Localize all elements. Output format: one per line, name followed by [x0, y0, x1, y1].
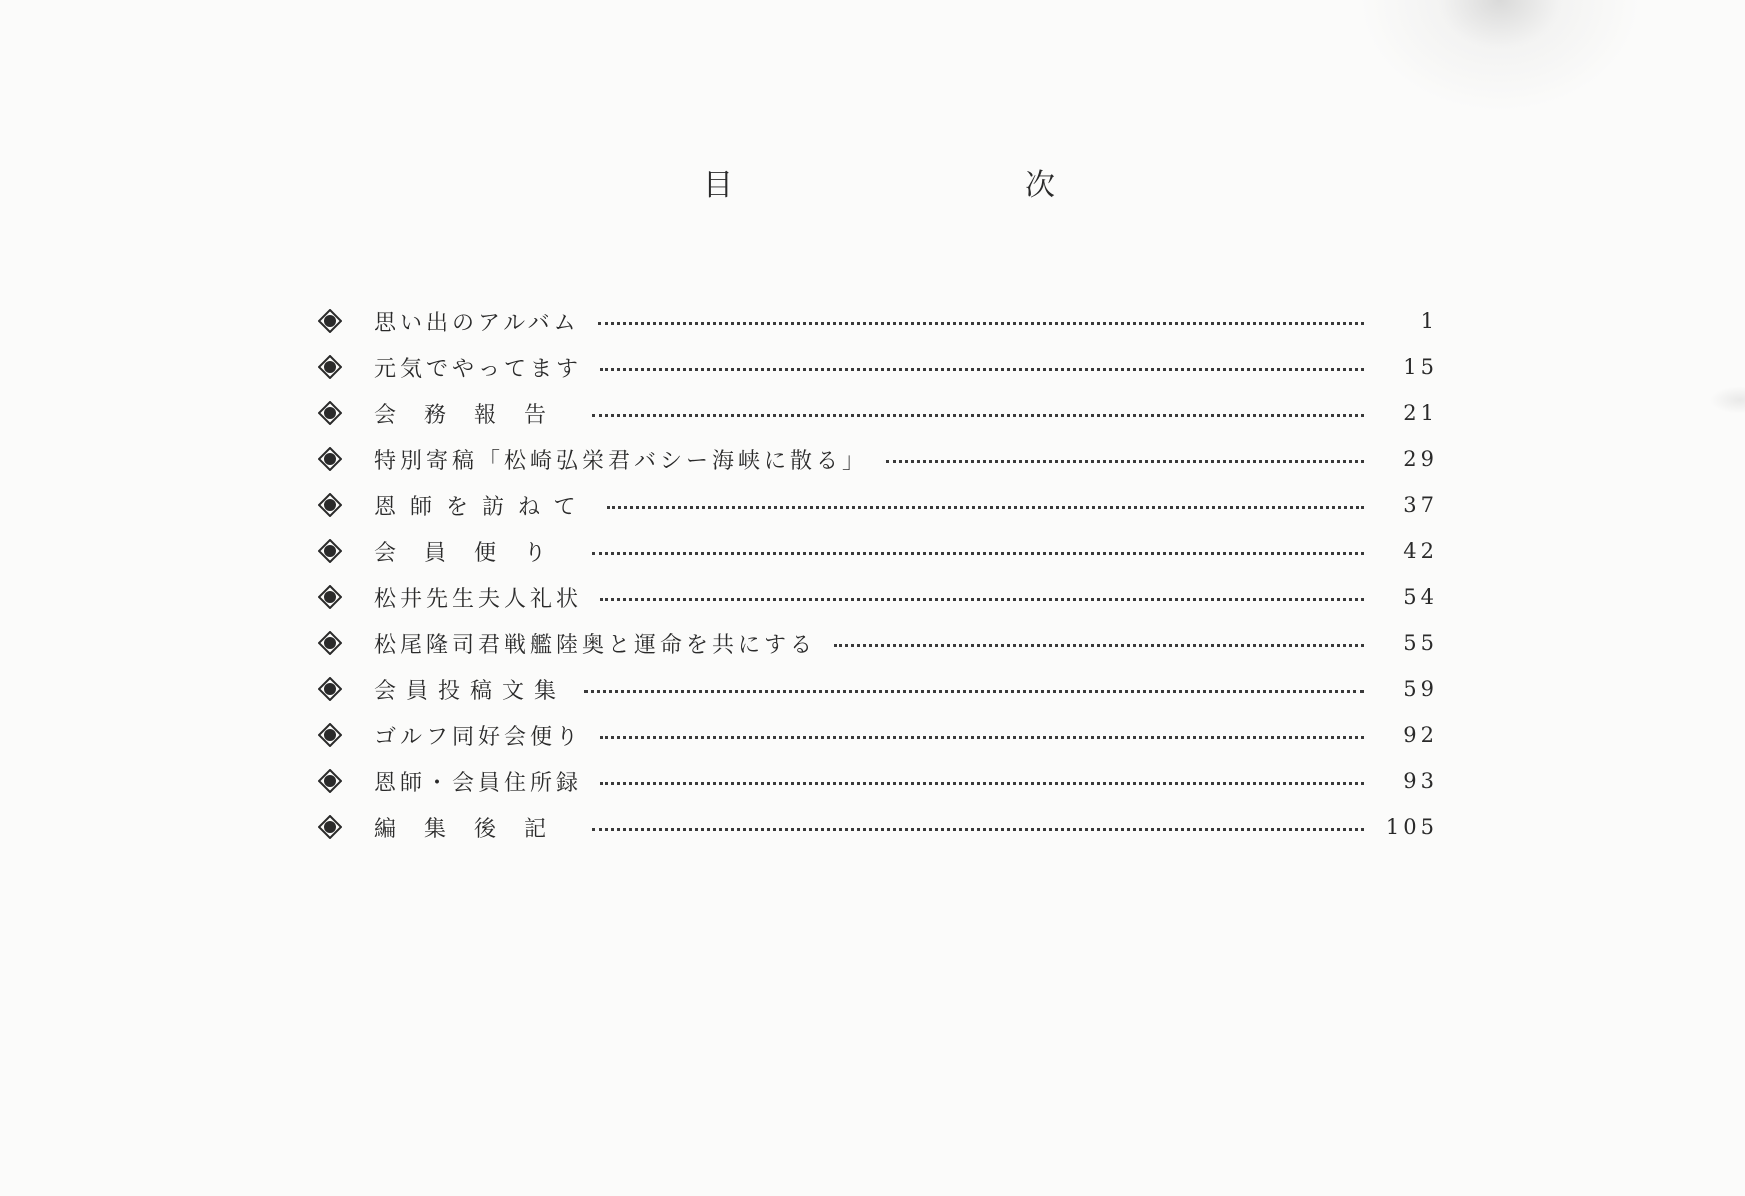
diamond-bullet-icon	[318, 815, 342, 839]
toc-row	[318, 574, 1438, 620]
toc-page-number: 105	[1385, 815, 1438, 839]
diamond-bullet-icon	[318, 447, 342, 471]
toc-title: 松尾隆司君戦艦陸奥と運命を共にする	[374, 632, 817, 658]
page-title	[0, 160, 1745, 210]
toc-page-number: 42	[1403, 539, 1438, 563]
dot-leader	[598, 322, 1364, 325]
toc-page-number: 21	[1403, 401, 1438, 425]
toc-title: 恩師・会員住所録	[374, 770, 583, 796]
dot-leader	[592, 828, 1364, 831]
dot-leader	[886, 460, 1364, 463]
toc-title: ゴルフ同好会便り	[374, 724, 583, 750]
diamond-bullet-icon	[318, 309, 342, 333]
diamond-bullet-icon	[318, 677, 342, 701]
toc-title: 松井先生夫人礼状	[374, 586, 583, 612]
toc-row	[318, 804, 1438, 850]
diamond-bullet-icon	[318, 493, 342, 517]
toc-row	[318, 436, 1438, 482]
toc-title: 思い出のアルバム	[374, 310, 580, 336]
dot-leader	[592, 552, 1364, 555]
diamond-bullet-icon	[318, 585, 342, 609]
toc-row	[318, 758, 1438, 804]
toc-page-number: 92	[1403, 723, 1438, 747]
toc-page-number: 55	[1403, 631, 1438, 655]
dot-leader	[834, 644, 1364, 647]
diamond-bullet-icon	[318, 723, 342, 747]
table-of-contents	[318, 298, 1438, 850]
diamond-bullet-icon	[318, 401, 342, 425]
toc-title: 恩師を訪ねて	[374, 494, 590, 520]
toc-row	[318, 666, 1438, 712]
toc-page-number: 15	[1403, 355, 1438, 379]
toc-title: 会務報告	[374, 402, 575, 428]
toc-page-number: 1	[1420, 309, 1438, 333]
dot-leader	[600, 782, 1364, 785]
diamond-bullet-icon	[318, 355, 342, 379]
toc-page-number: 93	[1403, 769, 1438, 793]
title-char-2: 次	[1025, 168, 1055, 203]
toc-row	[318, 712, 1438, 758]
toc-row	[318, 298, 1438, 344]
toc-row	[318, 528, 1438, 574]
toc-title: 会員投稿文集	[374, 678, 567, 704]
diamond-bullet-icon	[318, 539, 342, 563]
toc-page-number: 59	[1403, 677, 1438, 701]
diamond-bullet-icon	[318, 631, 342, 655]
toc-page-number: 54	[1403, 585, 1438, 609]
toc-row	[318, 390, 1438, 436]
toc-row	[318, 620, 1438, 666]
toc-title: 元気でやってます	[374, 356, 583, 382]
toc-title: 特別寄稿「松崎弘栄君バシー海峡に散る」	[374, 448, 869, 474]
diamond-bullet-icon	[318, 769, 342, 793]
toc-row	[318, 344, 1438, 390]
dot-leader	[584, 690, 1364, 693]
toc-row	[318, 482, 1438, 528]
title-char-1: 目	[703, 168, 733, 203]
toc-page-number: 29	[1403, 447, 1438, 471]
dot-leader	[600, 736, 1364, 739]
toc-title: 編集後記	[374, 816, 575, 842]
dot-leader	[592, 414, 1364, 417]
dot-leader	[607, 506, 1364, 509]
toc-page-number: 37	[1403, 493, 1438, 517]
dot-leader	[600, 598, 1364, 601]
toc-title: 会員便り	[374, 540, 575, 566]
dot-leader	[600, 368, 1364, 371]
